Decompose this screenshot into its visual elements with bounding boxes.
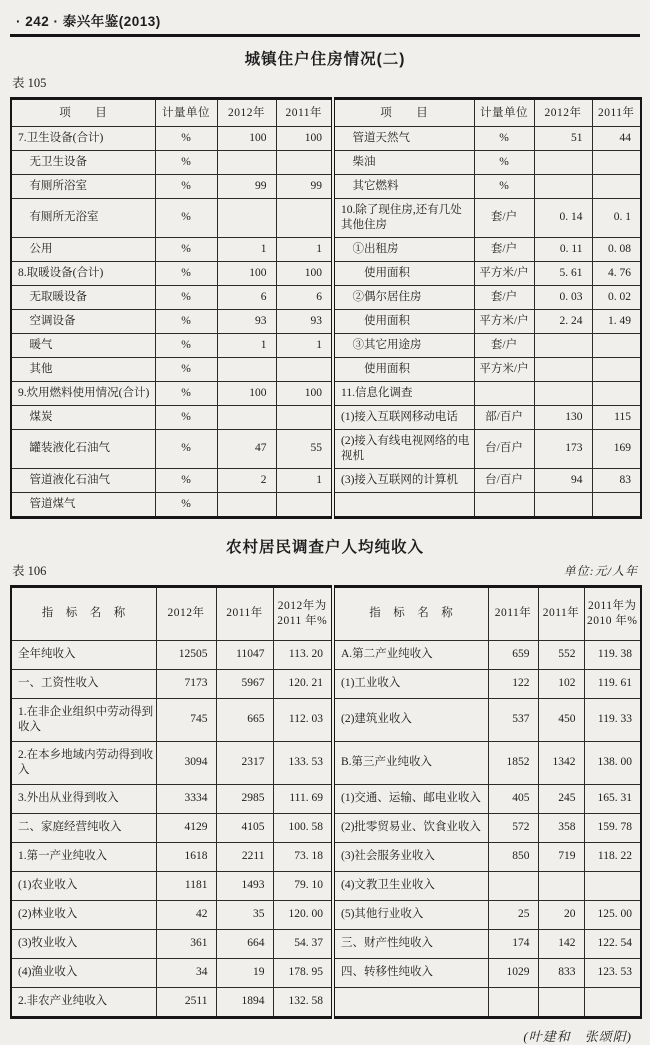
table-cell: 空调设备 (11, 309, 155, 333)
column-header: 指 标 名 称 (333, 586, 488, 640)
column-header: 2012年为2011 年% (273, 586, 333, 640)
table-cell: 管道液化石油气 (11, 468, 155, 492)
table-cell: (2)建筑业收入 (333, 698, 488, 741)
table-cell: 119. 33 (584, 698, 641, 741)
running-head: · 242 · 泰兴年鉴(2013) (16, 14, 161, 29)
table-cell: (4)渔业收入 (11, 958, 156, 987)
table-cell (488, 987, 538, 1017)
table-cell: ①出租房 (333, 237, 474, 261)
table-cell (217, 151, 276, 175)
column-header: 2011年 (538, 586, 584, 640)
table-cell: 245 (538, 784, 584, 813)
table-cell (584, 987, 641, 1017)
table-cell: 122. 54 (584, 929, 641, 958)
column-header: 计量单位 (155, 99, 217, 127)
table-row (11, 900, 641, 929)
table-cell: 44 (592, 127, 641, 151)
table-cell (534, 151, 592, 175)
table-cell: 8.取暖设备(合计) (11, 261, 155, 285)
table-cell: 100 (217, 127, 276, 151)
table-cell: 6 (276, 285, 333, 309)
table-cell: ③其它用途房 (333, 333, 474, 357)
table-cell: 套/户 (474, 285, 534, 309)
table-cell: (4)文教卫生业收入 (333, 871, 488, 900)
column-header: 2012年 (534, 99, 592, 127)
table-cell: 全年纯收入 (11, 640, 156, 669)
table-row (11, 357, 641, 381)
table-cell: % (474, 127, 534, 151)
table-row (11, 784, 641, 813)
table-cell: % (155, 405, 217, 429)
column-header: 指 标 名 称 (11, 586, 156, 640)
table-cell (276, 151, 333, 175)
table-cell: 1852 (488, 741, 538, 784)
table-cell: 使用面积 (333, 357, 474, 381)
table-row (11, 669, 641, 698)
table-cell: 2.在本乡地域内劳动得到收入 (11, 741, 156, 784)
table-row (11, 871, 641, 900)
table-cell: 55 (276, 429, 333, 468)
table-row (11, 175, 641, 199)
table-cell: 537 (488, 698, 538, 741)
table-106-label: 表 106 (12, 563, 47, 578)
table-cell: 100 (217, 261, 276, 285)
header-row (11, 586, 641, 640)
table-cell (592, 381, 641, 405)
table-cell: 1 (217, 333, 276, 357)
table-cell: 4129 (156, 813, 216, 842)
table-cell: 台/百户 (474, 468, 534, 492)
table-cell: 1 (276, 468, 333, 492)
column-header: 项 目 (333, 99, 474, 127)
table-cell: 1.在非企业组织中劳动得到收入 (11, 698, 156, 741)
table-105-head (11, 99, 641, 127)
table-cell: 174 (488, 929, 538, 958)
table-row (11, 405, 641, 429)
table-cell (474, 381, 534, 405)
table-cell (534, 381, 592, 405)
table-cell: 25 (488, 900, 538, 929)
table-cell: 5. 61 (534, 261, 592, 285)
table-cell: 平方米/户 (474, 261, 534, 285)
table-cell: 四、转移性纯收入 (333, 958, 488, 987)
header-rule (10, 34, 640, 37)
table-cell: 2511 (156, 987, 216, 1017)
table-cell: 118. 22 (584, 842, 641, 871)
table-cell: 0. 14 (534, 199, 592, 238)
header-row (11, 99, 641, 127)
table-105-body (11, 127, 641, 518)
table-cell: 9.炊用燃料使用情况(合计) (11, 381, 155, 405)
table-cell: 台/百户 (474, 429, 534, 468)
table-cell (333, 987, 488, 1017)
table-row (11, 429, 641, 468)
table-row (11, 741, 641, 784)
table-cell: (1)工业收入 (333, 669, 488, 698)
table-cell: 102 (538, 669, 584, 698)
table-cell: (2)批零贸易业、饮食业收入 (333, 813, 488, 842)
table-cell: 4. 76 (592, 261, 641, 285)
table-cell: 833 (538, 958, 584, 987)
table-cell: 94 (534, 468, 592, 492)
table-cell: 42 (156, 900, 216, 929)
unit-note: 单位:元/人年 (563, 563, 638, 578)
table-cell: 119. 61 (584, 669, 641, 698)
table-106-meta (12, 561, 638, 579)
table-cell: % (155, 285, 217, 309)
table-cell: 54. 37 (273, 929, 333, 958)
table-cell: 1 (276, 237, 333, 261)
table-cell (592, 357, 641, 381)
table-cell: (2)接入有线电视网络的电视机 (333, 429, 474, 468)
column-header: 项 目 (11, 99, 155, 127)
table-cell: 6 (217, 285, 276, 309)
table-cell: (3)社会服务业收入 (333, 842, 488, 871)
table-row (11, 309, 641, 333)
table-cell: 3.外出从业得到收入 (11, 784, 156, 813)
table-cell: 123. 53 (584, 958, 641, 987)
table-cell (538, 871, 584, 900)
table-cell: 0. 03 (534, 285, 592, 309)
credits: (叶建和 张颂阳) (523, 1028, 632, 1044)
table-cell (333, 492, 474, 517)
table-cell: 柴油 (333, 151, 474, 175)
table-cell: 133. 53 (273, 741, 333, 784)
table-cell: 142 (538, 929, 584, 958)
table-cell: 51 (534, 127, 592, 151)
table-cell: 358 (538, 813, 584, 842)
table-row (11, 261, 641, 285)
table-cell: % (155, 309, 217, 333)
table-cell: 11047 (216, 640, 273, 669)
table-cell: (3)接入互联网的计算机 (333, 468, 474, 492)
table-cell: 部/百户 (474, 405, 534, 429)
column-header: 2011年 (276, 99, 333, 127)
table-cell (534, 357, 592, 381)
table-cell: 1493 (216, 871, 273, 900)
table-cell: 0. 08 (592, 237, 641, 261)
table-row (11, 199, 641, 238)
column-header: 2012年 (217, 99, 276, 127)
table-cell (217, 199, 276, 238)
table-cell: 169 (592, 429, 641, 468)
rural-income-table (10, 585, 642, 1019)
table-cell: 99 (217, 175, 276, 199)
table-cell: % (474, 151, 534, 175)
table-106-title: 农村居民调查户人均纯收入 (225, 538, 424, 556)
table-105-meta (12, 73, 638, 91)
table-row (11, 987, 641, 1017)
table-cell: 100. 58 (273, 813, 333, 842)
table-cell: 11.信息化调查 (333, 381, 474, 405)
table-cell: 450 (538, 698, 584, 741)
table-cell: 无卫生设备 (11, 151, 155, 175)
table-106-body (11, 640, 641, 1017)
table-cell: 罐装液化石油气 (11, 429, 155, 468)
table-cell: ②偶尔居住房 (333, 285, 474, 309)
table-cell: 1342 (538, 741, 584, 784)
table-cell (488, 871, 538, 900)
table-cell (592, 492, 641, 517)
table-cell: (5)其他行业收入 (333, 900, 488, 929)
table-cell: 1181 (156, 871, 216, 900)
table-row (11, 958, 641, 987)
table-cell: 煤炭 (11, 405, 155, 429)
table-cell: 3094 (156, 741, 216, 784)
table-row (11, 237, 641, 261)
table-cell: 100 (276, 127, 333, 151)
table-cell: 19 (216, 958, 273, 987)
table-cell: 1. 49 (592, 309, 641, 333)
table-cell: 173 (534, 429, 592, 468)
table-cell: 405 (488, 784, 538, 813)
table-cell: 2.非农产业纯收入 (11, 987, 156, 1017)
table-row (11, 813, 641, 842)
table-cell: 83 (592, 468, 641, 492)
table-cell (592, 151, 641, 175)
table-cell: 其他 (11, 357, 155, 381)
table-cell: 552 (538, 640, 584, 669)
table-row (11, 127, 641, 151)
table-cell: 73. 18 (273, 842, 333, 871)
table-cell: 93 (217, 309, 276, 333)
table-cell: 159. 78 (584, 813, 641, 842)
table-cell: 0. 1 (592, 199, 641, 238)
table-cell: 一、工资性收入 (11, 669, 156, 698)
table-cell: 无取暖设备 (11, 285, 155, 309)
table-cell: 719 (538, 842, 584, 871)
table-cell: 138. 00 (584, 741, 641, 784)
table-cell (276, 357, 333, 381)
table-cell: 99 (276, 175, 333, 199)
table-cell: % (155, 333, 217, 357)
table-cell: 有厕所无浴室 (11, 199, 155, 238)
table-cell: 3334 (156, 784, 216, 813)
table-cell: 178. 95 (273, 958, 333, 987)
column-header: 计量单位 (474, 99, 534, 127)
table-cell (217, 492, 276, 517)
table-cell: 122 (488, 669, 538, 698)
table-cell: 35 (216, 900, 273, 929)
table-cell: 79. 10 (273, 871, 333, 900)
table-row (11, 929, 641, 958)
table-cell (584, 871, 641, 900)
table-cell: 管道天然气 (333, 127, 474, 151)
table-cell: 套/户 (474, 199, 534, 238)
table-cell: 1894 (216, 987, 273, 1017)
table-cell: A.第二产业纯收入 (333, 640, 488, 669)
table-cell: % (155, 357, 217, 381)
table-cell: 1618 (156, 842, 216, 871)
table-cell: 公用 (11, 237, 155, 261)
table-cell: 7.卫生设备(合计) (11, 127, 155, 151)
table-cell: % (474, 175, 534, 199)
table-cell: 850 (488, 842, 538, 871)
table-105-title: 城镇住户住房情况(二) (244, 51, 406, 68)
table-cell: 165. 31 (584, 784, 641, 813)
table-cell: 0. 02 (592, 285, 641, 309)
table-cell: 47 (217, 429, 276, 468)
table-cell: 二、家庭经营纯收入 (11, 813, 156, 842)
table-cell: 100 (217, 381, 276, 405)
table-cell: 0. 11 (534, 237, 592, 261)
table-cell: 1.第一产业纯收入 (11, 842, 156, 871)
table-cell (534, 333, 592, 357)
table-cell: 745 (156, 698, 216, 741)
table-cell: 2. 24 (534, 309, 592, 333)
column-header: 2011年 (592, 99, 641, 127)
table-cell: 115 (592, 405, 641, 429)
table-cell: 665 (216, 698, 273, 741)
table-cell: 2317 (216, 741, 273, 784)
table-cell: 93 (276, 309, 333, 333)
table-row (11, 640, 641, 669)
table-cell: 100 (276, 381, 333, 405)
table-cell (538, 987, 584, 1017)
table-row (11, 842, 641, 871)
table-cell: 1 (217, 237, 276, 261)
table-cell: 12505 (156, 640, 216, 669)
table-row (11, 468, 641, 492)
table-cell: 125. 00 (584, 900, 641, 929)
table-cell: 132. 58 (273, 987, 333, 1017)
table-cell: 7173 (156, 669, 216, 698)
table-cell: (1)交通、运输、邮电业收入 (333, 784, 488, 813)
table-cell: % (155, 199, 217, 238)
table-cell (534, 492, 592, 517)
table-cell: 130 (534, 405, 592, 429)
table-cell: % (155, 261, 217, 285)
table-cell: (3)牧业收入 (11, 929, 156, 958)
table-cell: 其它燃料 (333, 175, 474, 199)
table-cell: 三、财产性纯收入 (333, 929, 488, 958)
table-cell (534, 175, 592, 199)
table-cell: 平方米/户 (474, 309, 534, 333)
table-cell: % (155, 492, 217, 517)
table-cell: 572 (488, 813, 538, 842)
table-row (11, 151, 641, 175)
table-cell: (1)接入互联网移动电话 (333, 405, 474, 429)
table-cell: 2211 (216, 842, 273, 871)
table-cell (217, 357, 276, 381)
urban-housing-table (10, 97, 642, 519)
table-cell (592, 333, 641, 357)
table-cell: 1 (276, 333, 333, 357)
table-cell: 20 (538, 900, 584, 929)
table-cell: 5967 (216, 669, 273, 698)
table-cell: 套/户 (474, 237, 534, 261)
table-row (11, 381, 641, 405)
column-header: 2011年为2010 年% (584, 586, 641, 640)
table-cell: 120. 00 (273, 900, 333, 929)
table-cell: 暖气 (11, 333, 155, 357)
table-cell: % (155, 429, 217, 468)
column-header: 2011年 (488, 586, 538, 640)
table-cell: % (155, 151, 217, 175)
table-cell: % (155, 175, 217, 199)
table-cell: 112. 03 (273, 698, 333, 741)
table-cell: % (155, 381, 217, 405)
table-cell (276, 492, 333, 517)
table-cell: 2 (217, 468, 276, 492)
table-cell (592, 175, 641, 199)
table-cell: 111. 69 (273, 784, 333, 813)
table-cell (276, 199, 333, 238)
table-cell (276, 405, 333, 429)
table-cell: 1029 (488, 958, 538, 987)
table-cell: (1)农业收入 (11, 871, 156, 900)
table-cell: 10.除了现住房,还有几处其他住房 (333, 199, 474, 238)
column-header: 2012年 (156, 586, 216, 640)
table-cell: 120. 21 (273, 669, 333, 698)
table-cell: 使用面积 (333, 261, 474, 285)
table-row (11, 698, 641, 741)
table-cell: 361 (156, 929, 216, 958)
table-row (11, 285, 641, 309)
table-cell: 套/户 (474, 333, 534, 357)
table-cell: 管道煤气 (11, 492, 155, 517)
table-cell: % (155, 468, 217, 492)
table-cell: 使用面积 (333, 309, 474, 333)
table-106-head (11, 586, 641, 640)
table-cell: % (155, 127, 217, 151)
table-cell: 34 (156, 958, 216, 987)
table-105-label: 表 105 (12, 76, 47, 90)
table-cell: (2)林业收入 (11, 900, 156, 929)
table-cell (217, 405, 276, 429)
table-cell: % (155, 237, 217, 261)
table-cell (474, 492, 534, 517)
table-cell: 4105 (216, 813, 273, 842)
table-cell: 100 (276, 261, 333, 285)
table-row (11, 333, 641, 357)
table-cell: 119. 38 (584, 640, 641, 669)
table-cell: 有厕所浴室 (11, 175, 155, 199)
table-cell: 2985 (216, 784, 273, 813)
table-cell: 113. 20 (273, 640, 333, 669)
column-header: 2011年 (216, 586, 273, 640)
table-cell: 平方米/户 (474, 357, 534, 381)
table-cell: 659 (488, 640, 538, 669)
table-row (11, 492, 641, 517)
table-cell: 664 (216, 929, 273, 958)
table-cell: B.第三产业纯收入 (333, 741, 488, 784)
